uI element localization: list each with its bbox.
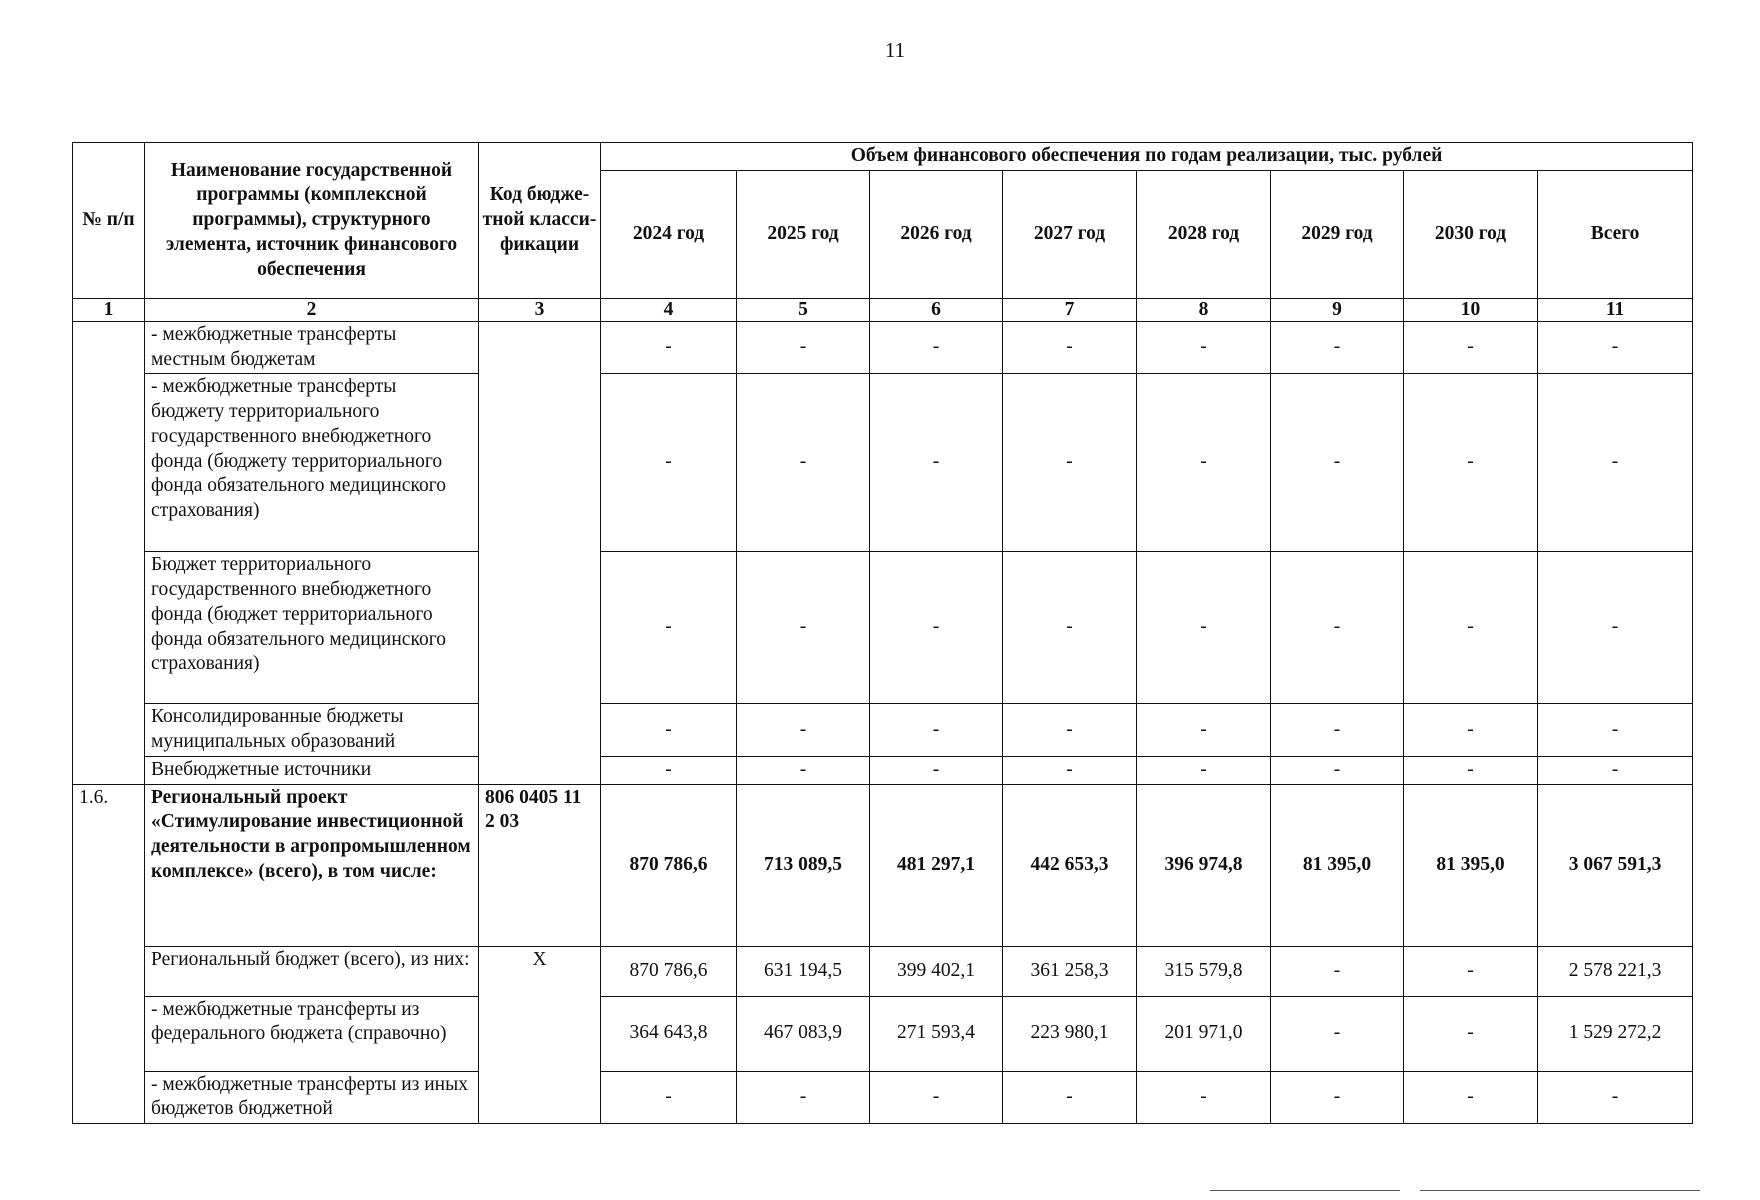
value-cell: 2 578 221,3 bbox=[1538, 946, 1693, 996]
value-cell: 631 194,5 bbox=[737, 946, 870, 996]
value-cell: - bbox=[1404, 996, 1538, 1071]
value-cell: - bbox=[601, 552, 737, 704]
value-cell: - bbox=[737, 1071, 870, 1124]
row-code: X bbox=[479, 946, 601, 1124]
value-cell: - bbox=[1137, 704, 1271, 757]
value-cell: - bbox=[1538, 552, 1693, 704]
header-year-2027: 2027 год bbox=[1003, 170, 1137, 298]
value-cell: - bbox=[1003, 552, 1137, 704]
value-cell: - bbox=[1003, 374, 1137, 552]
value-cell: 481 297,1 bbox=[870, 784, 1003, 946]
value-cell: - bbox=[1538, 1071, 1693, 1124]
value-cell: - bbox=[1137, 1071, 1271, 1124]
value-cell: - bbox=[1404, 1071, 1538, 1124]
column-number: 5 bbox=[737, 298, 870, 321]
column-number: 11 bbox=[1538, 298, 1693, 321]
value-cell: - bbox=[601, 1071, 737, 1124]
header-year-2028: 2028 год bbox=[1137, 170, 1271, 298]
header-year-2029: 2029 год bbox=[1271, 170, 1404, 298]
value-cell: - bbox=[601, 704, 737, 757]
row-name: Бюджет территориального государственного внебюджетного фонда (бюджет территориального фонда обязательного медицинского страхования) bbox=[145, 552, 479, 704]
value-cell: 223 980,1 bbox=[1003, 996, 1137, 1071]
value-cell: 81 395,0 bbox=[1271, 784, 1404, 946]
value-cell: - bbox=[601, 321, 737, 374]
value-cell: - bbox=[1271, 946, 1404, 996]
column-number: 6 bbox=[870, 298, 1003, 321]
header-total: Всего bbox=[1538, 170, 1693, 298]
row-name: Внебюджетные источники bbox=[145, 756, 479, 784]
table-row bbox=[73, 704, 1693, 757]
row-name: - межбюджетные трансферты из иных бюджетов бюджетной bbox=[145, 1071, 479, 1124]
value-cell: 396 974,8 bbox=[1137, 784, 1271, 946]
value-cell: - bbox=[1137, 756, 1271, 784]
value-cell: - bbox=[1271, 321, 1404, 374]
value-cell: - bbox=[737, 321, 870, 374]
column-number: 7 bbox=[1003, 298, 1137, 321]
value-cell: - bbox=[870, 552, 1003, 704]
value-cell: 399 402,1 bbox=[870, 946, 1003, 996]
value-cell: - bbox=[601, 374, 737, 552]
scan-line bbox=[1210, 1190, 1400, 1191]
header-year-2030: 2030 год bbox=[1404, 170, 1538, 298]
value-cell: - bbox=[870, 374, 1003, 552]
header-name: Наименование государственной программы (комплексной программы), структурного элемента, источник финансового обеспечения bbox=[145, 143, 479, 299]
value-cell: - bbox=[601, 756, 737, 784]
column-number: 9 bbox=[1271, 298, 1404, 321]
column-number: 1 bbox=[73, 298, 145, 321]
row-index bbox=[73, 321, 145, 784]
value-cell: - bbox=[1271, 756, 1404, 784]
scan-line bbox=[1420, 1190, 1700, 1191]
column-number: 4 bbox=[601, 298, 737, 321]
value-cell: - bbox=[1538, 374, 1693, 552]
table-row bbox=[73, 946, 1693, 996]
row-name: Региональный проект «Стимулирование инвестиционной деятельности в агропромышленном комплексе» (всего), в том числе: bbox=[145, 784, 479, 946]
value-cell: - bbox=[1003, 1071, 1137, 1124]
value-cell: - bbox=[1137, 374, 1271, 552]
table-row bbox=[73, 374, 1693, 552]
table-row bbox=[73, 996, 1693, 1071]
value-cell: 81 395,0 bbox=[1404, 784, 1538, 946]
value-cell: - bbox=[1003, 321, 1137, 374]
column-number: 2 bbox=[145, 298, 479, 321]
value-cell: - bbox=[1271, 1071, 1404, 1124]
page-number: 11 bbox=[884, 38, 906, 62]
row-index: 1.6. bbox=[73, 784, 145, 1124]
row-name: - межбюджетные трансферты бюджету территориального государственного внебюджетного фонда (бюджету территориального фонда обязательного медицинского страхования) bbox=[145, 374, 479, 552]
value-cell: 870 786,6 bbox=[601, 946, 737, 996]
value-cell: - bbox=[1538, 321, 1693, 374]
value-cell: 201 971,0 bbox=[1137, 996, 1271, 1071]
value-cell: 442 653,3 bbox=[1003, 784, 1137, 946]
table-row bbox=[73, 756, 1693, 784]
value-cell: - bbox=[1137, 552, 1271, 704]
financial-table bbox=[72, 142, 1693, 1124]
value-cell: - bbox=[870, 756, 1003, 784]
value-cell: - bbox=[1271, 374, 1404, 552]
value-cell: - bbox=[1003, 756, 1137, 784]
value-cell: - bbox=[1271, 552, 1404, 704]
value-cell: - bbox=[870, 704, 1003, 757]
row-code bbox=[479, 321, 601, 784]
value-cell: - bbox=[870, 321, 1003, 374]
value-cell: - bbox=[1271, 996, 1404, 1071]
header-year-2024: 2024 год bbox=[601, 170, 737, 298]
row-name: - межбюджетные трансферты местным бюджетам bbox=[145, 321, 479, 374]
row-name: - межбюджетные трансферты из федерального бюджета (справочно) bbox=[145, 996, 479, 1071]
value-cell: - bbox=[737, 374, 870, 552]
value-cell: 364 643,8 bbox=[601, 996, 737, 1071]
value-cell: 271 593,4 bbox=[870, 996, 1003, 1071]
header-financing-volume: Объем финансового обеспечения по годам реализации, тыс. рублей bbox=[601, 143, 1693, 171]
value-cell: 361 258,3 bbox=[1003, 946, 1137, 996]
row-code: 806 0405 11 2 03 bbox=[479, 784, 601, 946]
value-cell: 3 067 591,3 bbox=[1538, 784, 1693, 946]
row-name: Региональный бюджет (всего), из них: bbox=[145, 946, 479, 996]
value-cell: 315 579,8 bbox=[1137, 946, 1271, 996]
value-cell: - bbox=[1538, 756, 1693, 784]
value-cell: 467 083,9 bbox=[737, 996, 870, 1071]
value-cell: - bbox=[1404, 704, 1538, 757]
value-cell: - bbox=[737, 756, 870, 784]
value-cell: 870 786,6 bbox=[601, 784, 737, 946]
value-cell: - bbox=[1538, 704, 1693, 757]
value-cell: - bbox=[737, 552, 870, 704]
value-cell: - bbox=[870, 1071, 1003, 1124]
value-cell: - bbox=[1404, 756, 1538, 784]
value-cell: 1 529 272,2 bbox=[1538, 996, 1693, 1071]
header-year-2025: 2025 год bbox=[737, 170, 870, 298]
table-row bbox=[73, 1071, 1693, 1124]
value-cell: - bbox=[1404, 374, 1538, 552]
column-number: 8 bbox=[1137, 298, 1271, 321]
column-number: 3 bbox=[479, 298, 601, 321]
table-row bbox=[73, 552, 1693, 704]
value-cell: - bbox=[737, 704, 870, 757]
value-cell: 713 089,5 bbox=[737, 784, 870, 946]
row-name: Консолидированные бюджеты муниципальных образований bbox=[145, 704, 479, 757]
value-cell: - bbox=[1404, 321, 1538, 374]
value-cell: - bbox=[1137, 321, 1271, 374]
value-cell: - bbox=[1404, 552, 1538, 704]
value-cell: - bbox=[1404, 946, 1538, 996]
value-cell: - bbox=[1271, 704, 1404, 757]
value-cell: - bbox=[1003, 704, 1137, 757]
header-year-2026: 2026 год bbox=[870, 170, 1003, 298]
column-number: 10 bbox=[1404, 298, 1538, 321]
header-index: № п/п bbox=[73, 143, 145, 299]
table-row bbox=[73, 784, 1693, 946]
header-code: Код бюдже-тной класси-фикации bbox=[479, 143, 601, 299]
table-row bbox=[73, 321, 1693, 374]
